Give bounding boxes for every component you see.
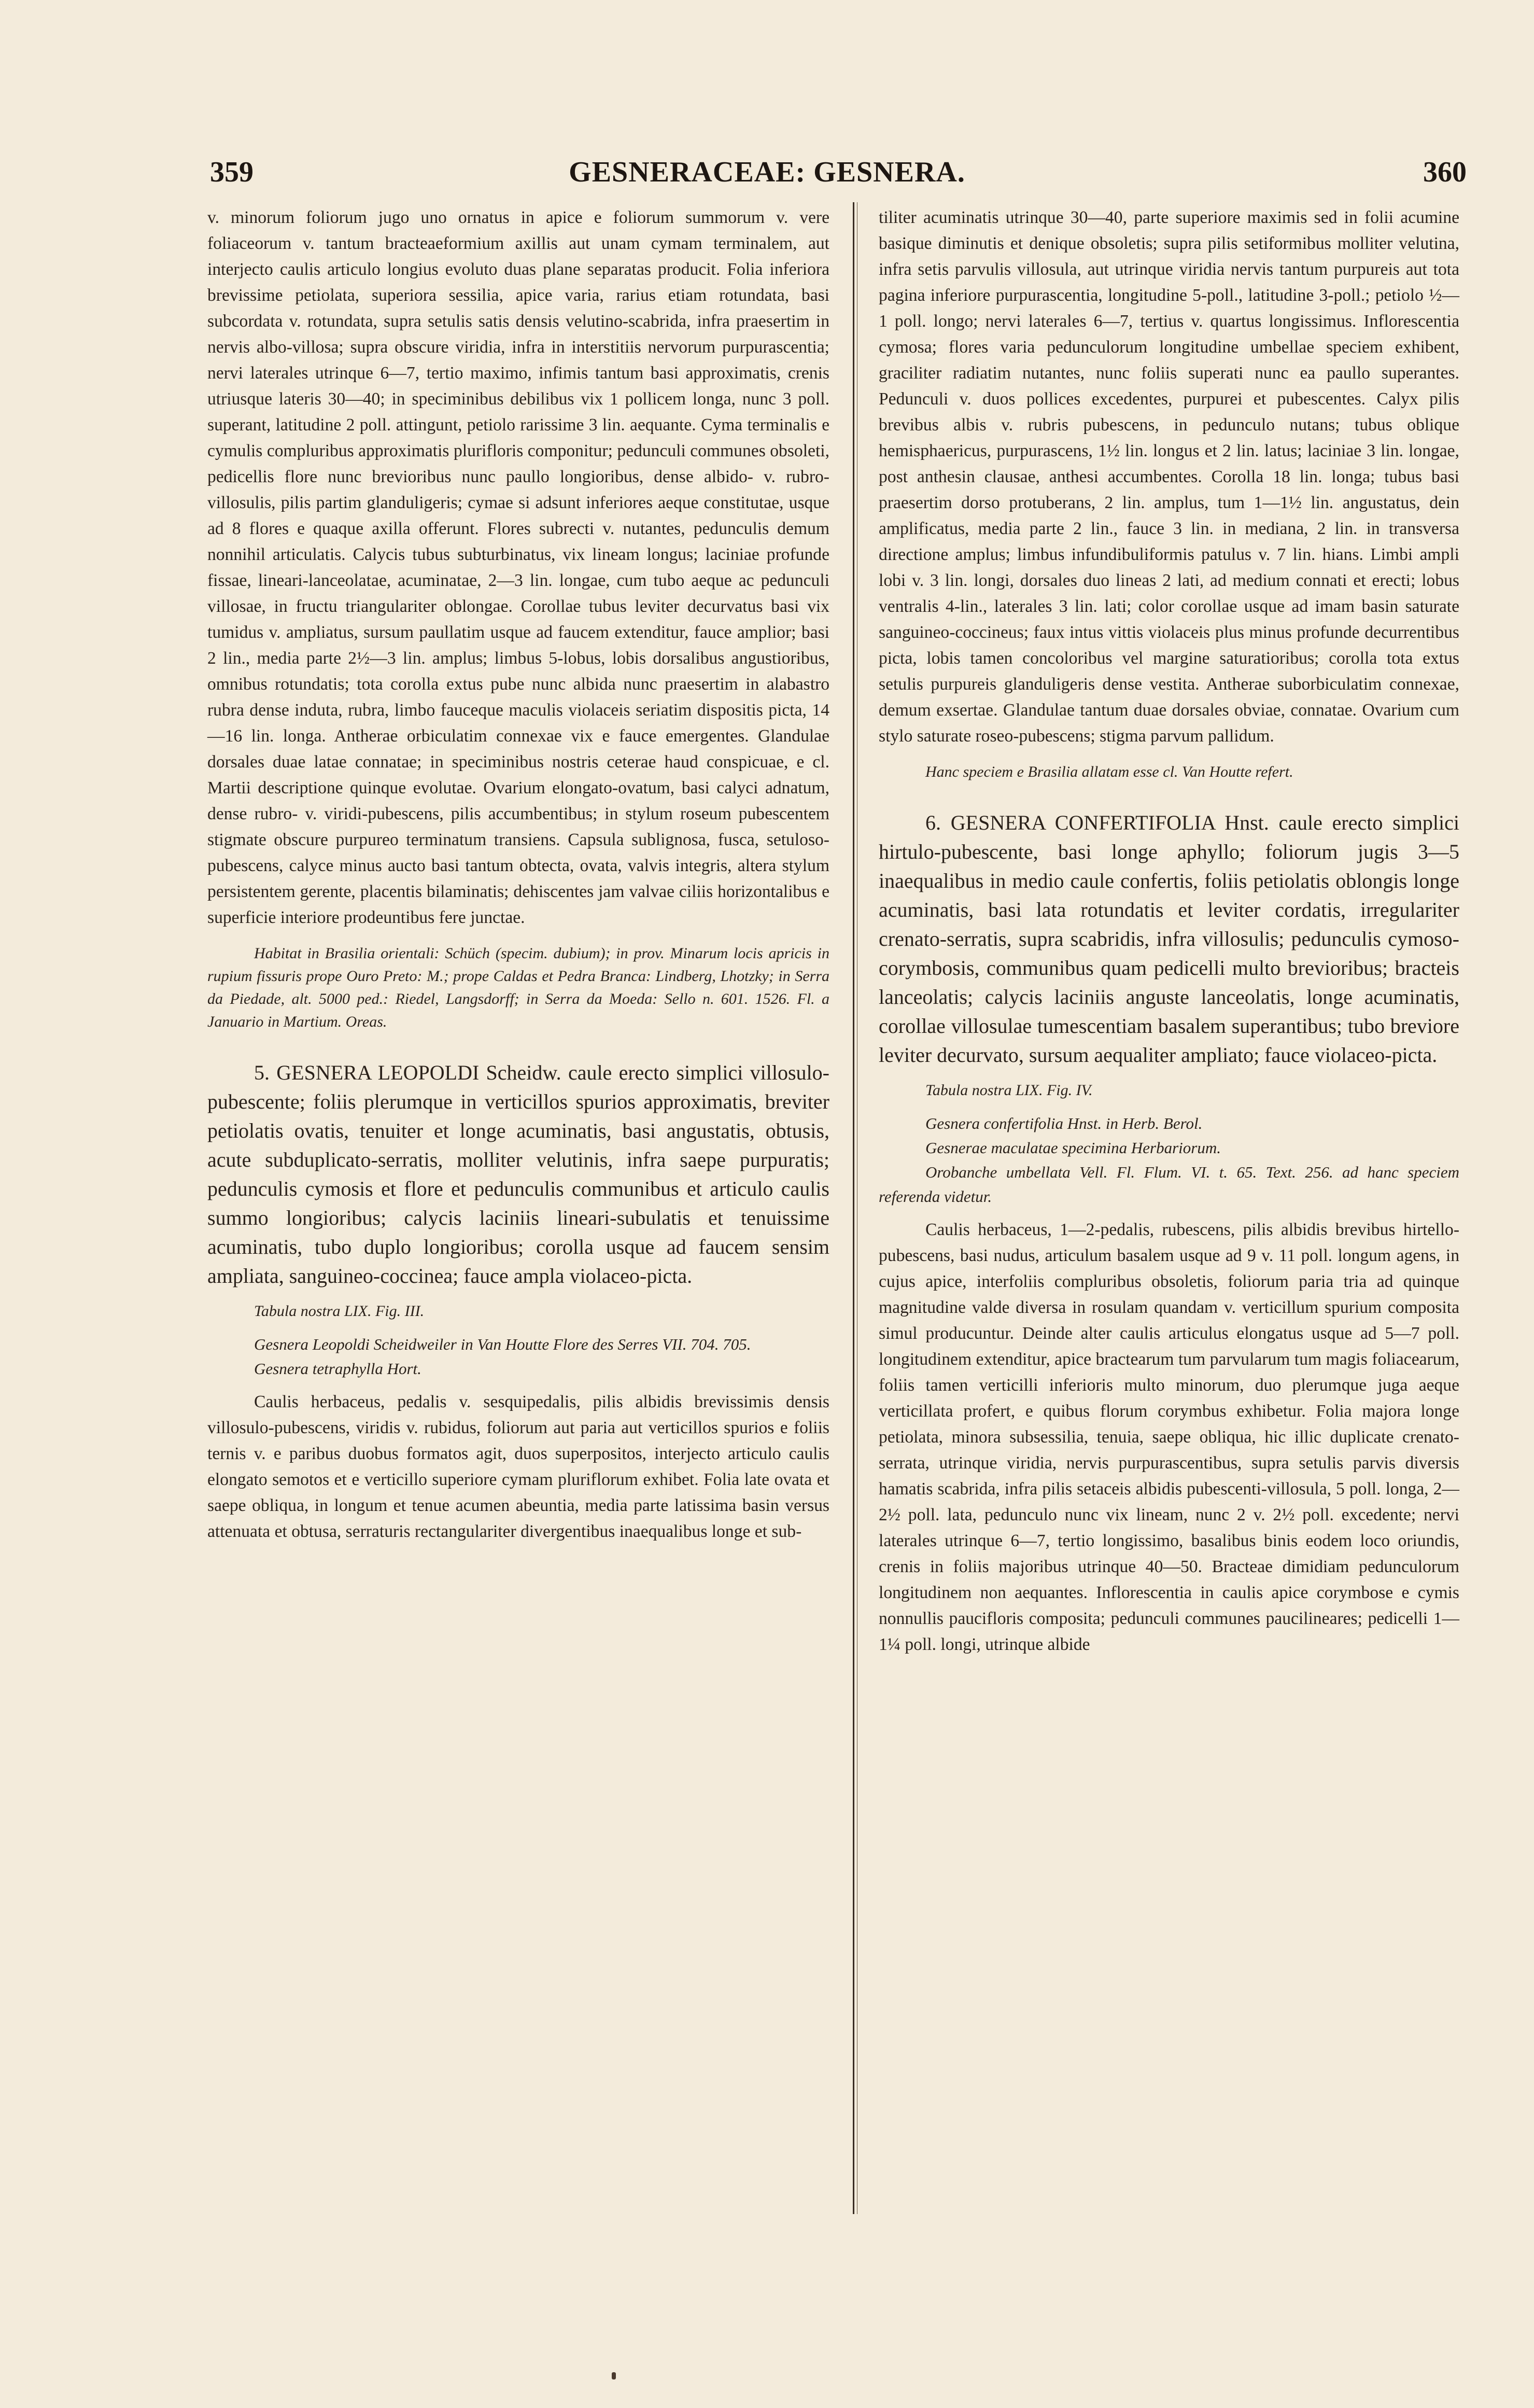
species-5-heading: 5. GESNERA LEOPOLDI Scheidw. caule erecto simplici villosulo-pubescente; foliis plerumque in verticillos spurios approximatis, breviter petiolatis ovatis, tenuiter et longe acuminatis, basi angustatis, obtusis, acute subduplicato-serratis, molliter velutinis, infra saepe purpuratis; pedunculis cymosis et flore et pedunculis communibus et articulo caulis summo longioribus; calycis laciniis lineari-subulatis et tenuissime acuminatis, tubo duplo longioribus; corolla usque ad faucem sensim ampliata, sanguineo-coccinea; fauce ampla violaceo-picta.: [207, 1061, 829, 1287]
print-speck: [612, 2372, 616, 2379]
description-paragraph: v. minorum foliorum jugo uno ornatus in apice e foliorum summorum v. vere foliaceorum v. tantum bracteaeformium axillis aut unam cymam terminalem, aut interjecto caulis articulo longius evoluto duas plane separatas producit. Folia inferiora brevissime petiolata, superiora sessilia, apice varia, rarius etiam rotundata, basi subcordata v. rotundata, supra setulis satis densis velutino-scabrida, infra praesertim in nervis albo-villosa; supra obscure viridia, infra in interstitiis nervorum purpurascentia; nervi laterales utrinque 6—7, tertio maximo, infimis tantum basi approximatis, crenis utriusque lateris 30—40; in speciminibus debilibus vix 1 pollicem longa, nunc 3 poll. superant, latitudine 2 poll. attingunt, petiolo rarissime 3 lin. aequante. Cyma terminalis e cymulis compluribus approximatis plurifloris componitur; pedunculi communes obsoleti, pedicellis flore nunc brevioribus nunc paullo longioribus, dense albido- v. rubro-villosulis, pilis partim glanduligeris; cymae si adsunt inferiores aeque constitutae, usque ad 8 flores e quaque axilla offerunt. Flores subrecti v. nutantes, pedunculis demum nonnihil articulatis. Calycis tubus subturbinatus, vix lineam longus; laciniae profunde fissae, lineari-lanceolatae, acuminatae, 2—3 lin. longae, cum tubo aeque ac pedunculi villosae, in fructu triangulariter oblongae. Corollae tubus leviter decurvatus basi vix tumidus v. ampliatus, sursum paullatim usque ad faucem extenditur, fauce amplior; basi 2 lin., media parte 2½—3 lin. amplus; limbus 5-lobus, lobis dorsalibus angustioribus, omnibus rotundatis; tota corolla extus pube nunc albida nunc praesertim in alabastro rubra dense induta, rubra, limbo fauceque maculis violaceis seriatim dispositis picta, 14—16 lin. longa. Antherae orbiculatim connexae vix e fauce emergentes. Glandulae dorsales duae latae connatae; in speciminibus nostris ceterae haud conspicuae, e cl. Martii descriptione quinque evolutae. Ovarium elongato-ovatum, basi calyci adnatum, dense rubro- v. viridi-pubescens, pilis accumbentibus; in stylum roseum pubescentem stigmate obscure purpureo terminatum transiens. Capsula sublignosa, fusca, setuloso-pubescens, calyce minus aucto basi tantum obtecta, ovata, valvis integris, altera stylum persistentem gerente, placentis bilaminatis; dehiscentes jam valvae ciliis horizontalibus e superficie interiore prodeuntibus fere junctae.: [207, 208, 829, 927]
column-divider: [853, 202, 854, 2214]
left-column: [207, 205, 829, 1545]
page-number-left: 359: [210, 156, 254, 188]
synonym-2: Gesnerae maculatae specimina Herbariorum.: [925, 1139, 1221, 1157]
plate-reference: Tabula nostra LIX. Fig. IV.: [925, 1082, 1093, 1099]
right-column: [879, 205, 1459, 1658]
synonym-3: Orobanche umbellata Vell. Fl. Flum. VI. t. 65. Text. 256. ad hanc speciem referenda videtur.: [879, 1163, 1459, 1206]
habitat-note: Habitat in Brasilia orientali: Schüch (specim. dubium); in prov. Minarum locis apricis in rupium fissuris prope Ouro Preto: M.; prope Caldas et Pedra Branca: Lindberg, Lhotzky; in Serra da Piedade, alt. 5000 ped.: Riedel, Langsdorff; in Serra da Moeda: Sello n. 601. 1526. Fl. a Januario in Martium. Oreas.: [207, 945, 829, 1030]
origin-note: Hanc speciem e Brasilia allatam esse cl. Van Houtte refert.: [925, 763, 1293, 780]
synonym-1: Gesnera confertifolia Hnst. in Herb. Berol.: [925, 1114, 1203, 1132]
description-continued: tiliter acuminatis utrinque 30—40, parte superiore maximis sed in folii acumine basique diminutis et denique obsoletis; supra pilis setiformibus molliter velutina, infra setis parvulis villosula, aut utrinque viridia nervis tantum purpureis aut tota pagina inferiore purpurascentia, longitudine 5-poll., latitudine 3-poll.; petiolo ½—1 poll. longo; nervi laterales 6—7, tertius v. quartus longissimus. Inflorescentia cymosa; flores varia pedunculorum longitudine umbellae speciem exhibent, graciliter radiatim nutantes, nunc foliis superati nunc ea paullo superantes. Pedunculi v. duos pollices excedentes, purpurei et pubescentes. Calyx pilis brevibus albis v. rubris pubescens, in pedunculo nutans; tubus oblique hemisphaericus, purpurascens, 1½ lin. longus et 2 lin. latus; laciniae 3 lin. longae, post anthesin clausae, anthesi accumbentes. Corolla 18 lin. longa; tubus basi praesertim dorso protuberans, 2 lin. amplus, tum 1—1½ lin. angustatus, dein amplificatus, media parte 2 lin., fauce 3 lin. in mediana, 2 lin. in transversa directione amplus; limbus infundibuliformis patulus v. 7 lin. hians. Limbi ampli lobi v. 3 lin. longi, dorsales duo lineas 2 lati, ad medium connati et erecti; lobus ventralis 4-lin., laterales 3 lin. lati; color corollae usque ad imam basin saturate sanguineo-coccineus; faux intus vittis violaceis plus minus profunde decurrentibus picta, lobis tamen concoloribus vel margine saturatioribus; corolla tota extus setulis purpureis glanduligeris dense vestita. Antherae suborbiculatim connexae, demum exsertae. Glandulae tantum duae dorsales obviae, connatae. Ovarium cum stylo saturate roseo-pubescens; stigma parvum pallidum.: [879, 208, 1459, 746]
page-number-right: 360: [1423, 156, 1467, 188]
species-6-heading: 6. GESNERA CONFERTIFOLIA Hnst. caule erecto simplici hirtulo-pubescente, basi longe aphyllo; foliorum jugis 3—5 inaequalibus in medio caule confertis, foliis petiolatis oblongis longe acuminatis, basi lata rotundatis et leviter cordatis, irregulariter crenato-serratis, supra scabridis, infra villosulis; pedunculis cymoso-corymbosis, communibus quam pedicelli multo brevioribus; bracteis lanceolatis; calycis laciniis anguste lanceolatis, longe acuminatis, corollae villosulae tumescentiam basalem superantibus; tubo breviore leviter decurvato, sursum aequaliter ampliato; fauce violaceo-picta.: [879, 811, 1459, 1067]
synonym-1: Gesnera Leopoldi Scheidweiler in Van Houtte Flore des Serres VII. 704. 705.: [254, 1335, 751, 1353]
plate-reference: Tabula nostra LIX. Fig. III.: [254, 1303, 425, 1320]
caulis-paragraph: Caulis herbaceus, pedalis v. sesquipedalis, pilis albidis brevissimis densis villosulo-pubescens, viridis v. rubidus, foliorum aut paria aut verticillos spurios e foliis ternis v. e paribus duobus formatos agit, duos superpositos, interjecto articulo caulis elongato semotos et e verticillo superiore cymam pluriflorum exhibet. Folia late ovata et saepe obliqua, in longum et tenue acumen abeuntia, media parte latissima basin versus attenuata et obtusa, serraturis rectangulariter divergentibus inaequalibus longe et sub-: [207, 1392, 829, 1541]
caulis-paragraph: Caulis herbaceus, 1—2-pedalis, rubescens, pilis albidis brevibus hirtello-pubescens, basi nudus, articulum basalem usque ad 9 v. 11 poll. longum agens, in cujus apice, interfoliis compluribus obsoletis, foliorum paria tria ad quinque magnitudine valde diversa in rosulam quandam v. verticillum spurium composita simul producuntur. Deinde alter caulis articulus elongatus usque ad 5—7 poll. longitudinem extenditur, apice bractearum tum parvularum tum magis foliacearum, foliis tamen verticilli inferioris multo minorum, duo plerumque juga aeque verticillata profert, e quibus florum corymbus exhibetur. Folia majora longe petiolata, minora subsessilia, tenuia, saepe obliqua, hic illic duplicate crenato-serrata, utrinque viridia, nervis purpurascentibus, supra setulis parvis diversis hamatis scabrida, infra pilis setaceis albidis pubescenti-villosula, 5 poll. longa, 2—2½ poll. lata, pedunculo nunc vix lineam, nunc 2 v. 2½ poll. excedente; nervi laterales utrinque 6—7, tertio longissimo, basalibus binis eodem loco oriundis, crenis in foliis majoribus utrinque 40—50. Bracteae dimidiam pedunculorum longitudinem non aequantes. Inflorescentia in caulis apice corymbose e cymis nonnullis paucifloris composita; pedunculi communes paucilineares; pedicelli 1—1¼ poll. longi, utrinque albide: [879, 1220, 1459, 1654]
synonym-2: Gesnera tetraphylla Hort.: [254, 1360, 421, 1378]
running-head: GESNERACEAE: GESNERA.: [569, 156, 965, 188]
